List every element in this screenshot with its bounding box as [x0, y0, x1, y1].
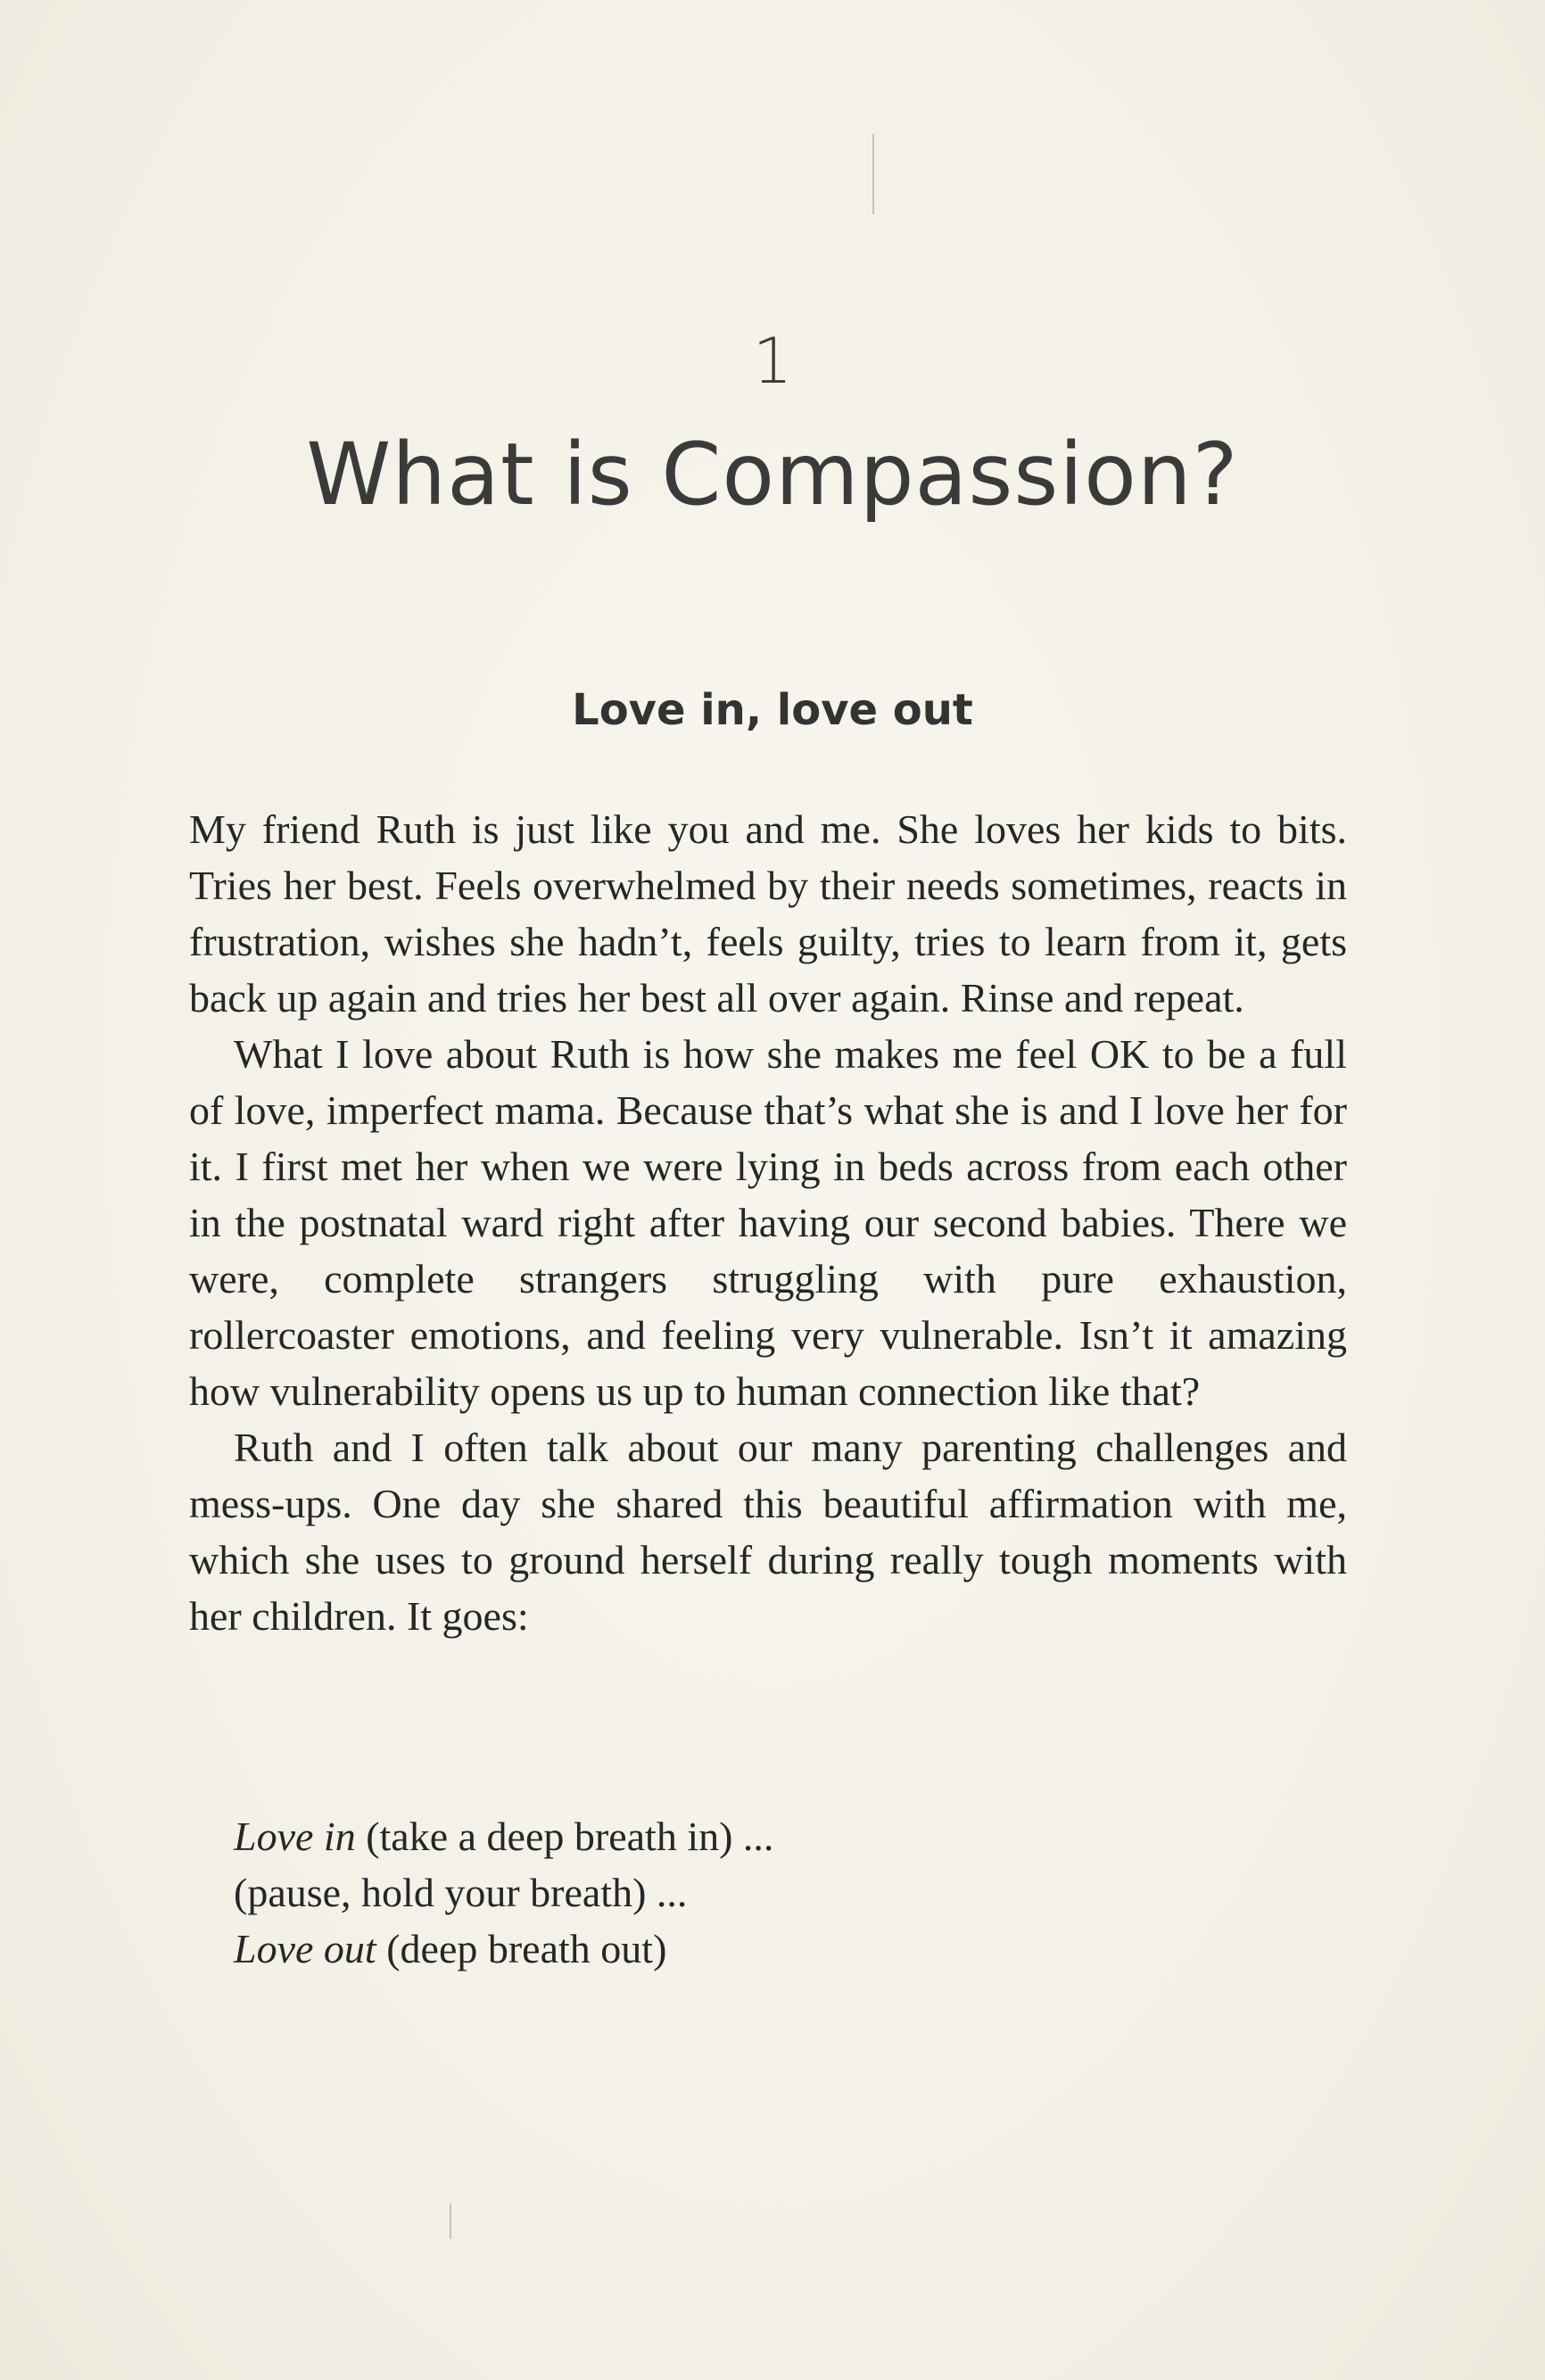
affirmation-text: (pause, hold your breath) ...: [234, 1870, 688, 1915]
chapter-title: What is Compassion?: [306, 425, 1239, 525]
affirmation-line: [234, 1921, 1347, 1977]
affirmation-line: [234, 1808, 1347, 1864]
affirmation-text: (deep breath out): [376, 1926, 667, 1971]
affirmation-line: [234, 1864, 1347, 1921]
paragraph: My friend Ruth is just like you and me. She loves her kids to bits. Tries her best. Feels overwhelmed by their needs sometimes, reacts in frustration, wishes she hadn’t, feels guilty, tries to learn from it, gets back up again and tries her best all over again. Rinse and repeat.: [189, 806, 1347, 1021]
chapter-number: 1: [752, 325, 793, 398]
paragraph: Ruth and I often talk about our many parenting challenges and mess-ups. One day she shared this beautiful affirmation with me, which she uses to ground herself during really tough moments with her children. It goes:: [189, 1425, 1347, 1639]
body-text: [189, 801, 1347, 1644]
affirmation-block: [234, 1808, 1347, 1977]
affirmation-emphasis: Love in: [234, 1814, 356, 1859]
scan-mark: [872, 134, 874, 214]
affirmation-emphasis: Love out: [234, 1926, 376, 1971]
section-heading: Love in, love out: [572, 685, 973, 735]
scan-mark: [450, 2203, 451, 2239]
affirmation-text: (take a deep breath in) ...: [355, 1814, 774, 1859]
paragraph: What I love about Ruth is how she makes me feel OK to be a full of love, imperfect mama. Because that’s what she is and I love her for it. I first met her when we were lying in beds across from each other in the postnatal ward right after having our second babies. There we were, complete strangers struggling with pure exhaustion, rollercoaster emotions, and feeling very vulnerable. Isn’t it amazing how vulnerability opens us up to human connection like that?: [189, 1031, 1347, 1414]
